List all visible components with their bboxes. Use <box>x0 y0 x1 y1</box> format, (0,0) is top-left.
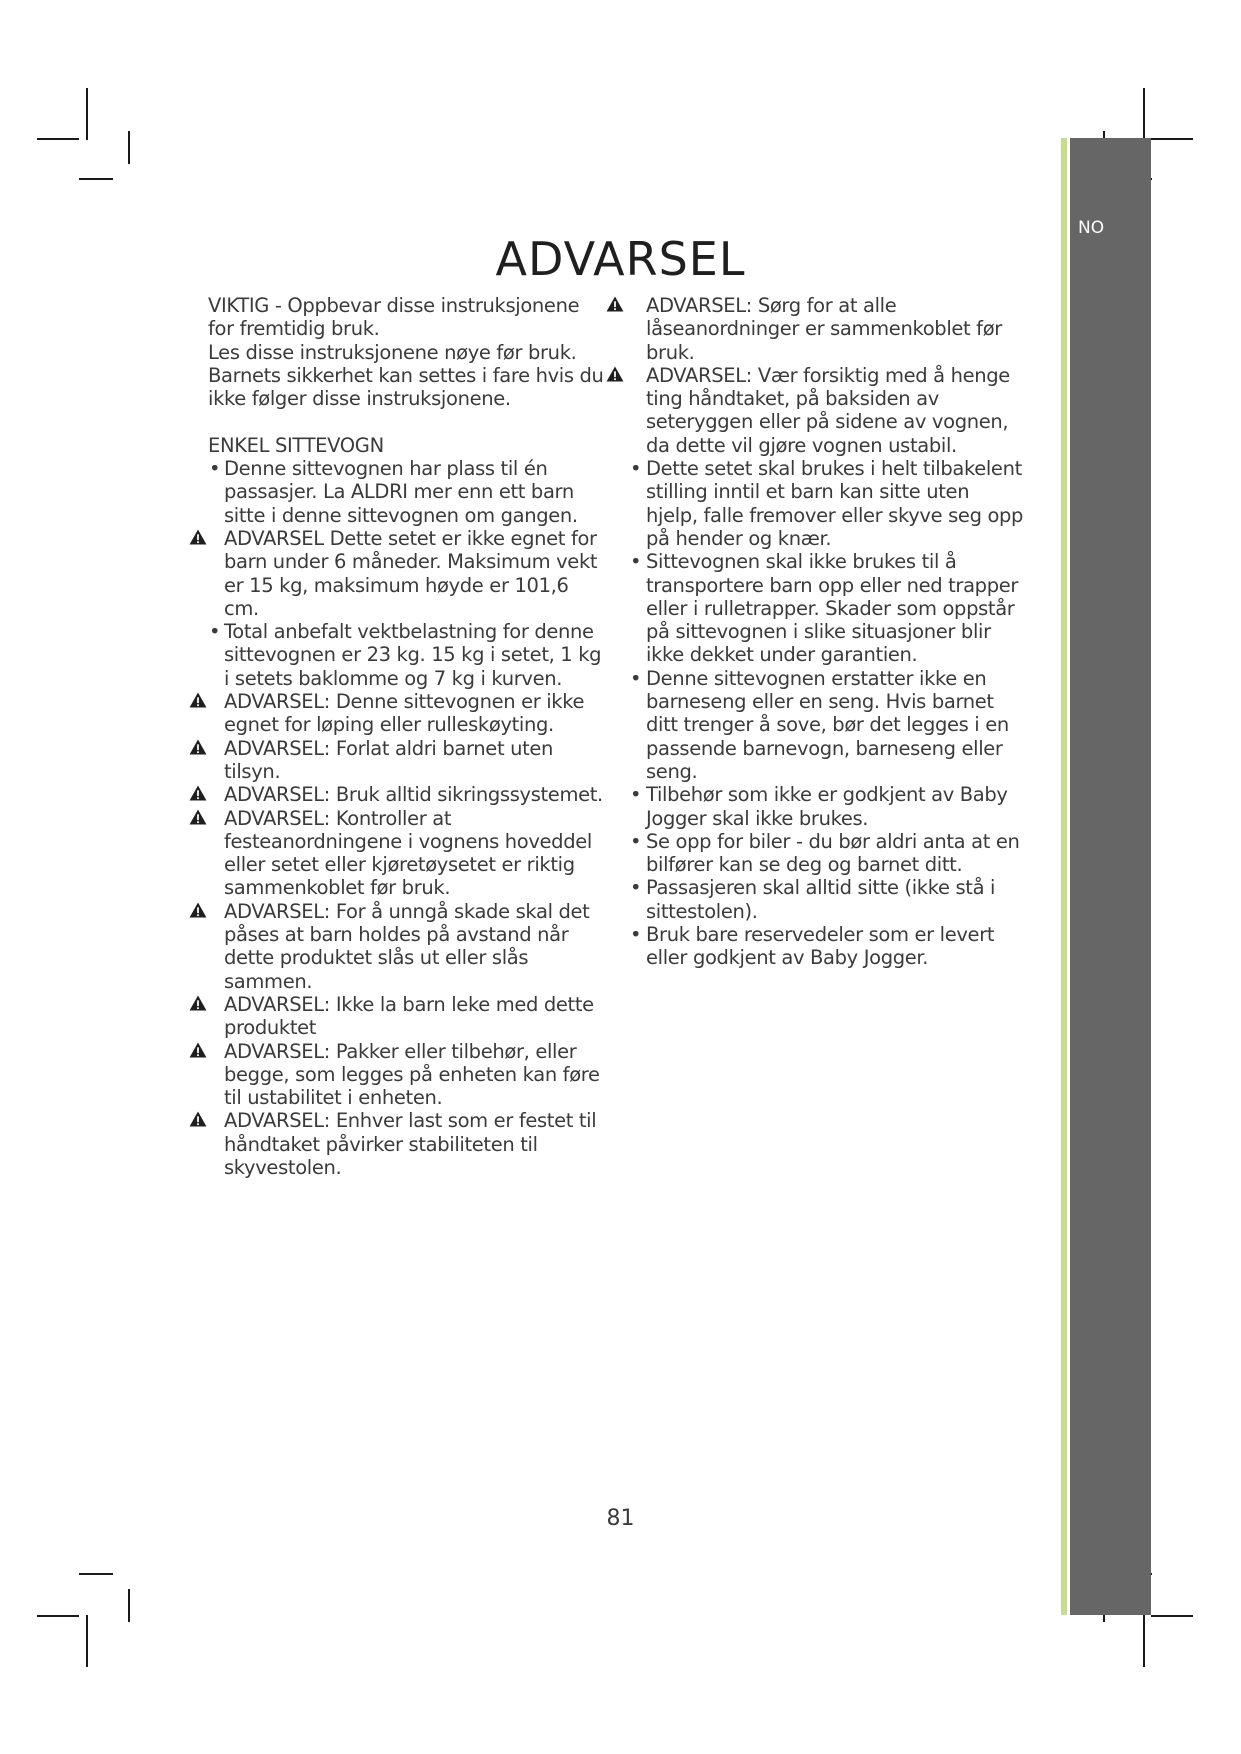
warning-item <box>208 737 608 784</box>
item-text: ADVARSEL: Pakker eller tilbehør, eller begge, som legges på enheten kan føre til ustabilitet i enheten. <box>224 1039 600 1110</box>
warning-item <box>208 993 608 1040</box>
crop-mark <box>37 138 79 140</box>
page-number: 81 <box>606 1506 635 1531</box>
warning-item <box>208 807 608 900</box>
page-title: ADVARSEL <box>495 232 746 286</box>
language-label: NO <box>1078 218 1105 238</box>
item-text: Se opp for biler - du bør aldri anta at en bilfører kan se deg og barnet ditt. <box>646 829 1020 877</box>
item-text: Passasjeren skal alltid sitte (ikke stå i sittestolen). <box>646 876 996 923</box>
crop-mark <box>79 1573 113 1575</box>
item-text: ADVARSEL: Vær forsiktig med å henge ting håndtaket, på baksiden av seteryggen eller på sidene av vognen, da dette vil gjøre vognen ustabil. <box>646 363 1010 457</box>
list-item <box>630 829 1026 877</box>
right-column <box>630 294 1026 970</box>
crop-mark <box>37 1615 79 1617</box>
side-language-tab <box>1070 138 1151 1615</box>
crop-mark <box>79 178 113 180</box>
item-text: Tilbehør som ikke er godkjent av Baby Jogger skal ikke brukes. <box>646 783 1008 830</box>
intro-paragraph: Barnets sikkerhet kan settes i fare hvis du ikke følger disse instruksjonene. <box>208 363 604 411</box>
warning-triangle-icon <box>189 785 207 801</box>
crop-mark <box>128 1589 130 1622</box>
list-item <box>630 550 1026 667</box>
item-text: ADVARSEL: Forlat aldri barnet uten tilsyn. <box>224 736 554 783</box>
item-text: ADVARSEL: For å unngå skade skal det påses at barn holdes på avstand når dette produktet slås ut eller slås sammen. <box>224 899 590 993</box>
warning-triangle-icon <box>189 1042 207 1058</box>
warning-item <box>208 783 608 806</box>
item-text: Dette setet skal brukes i helt tilbakelent stilling inntil et barn kan sitte uten hjelp, falle fremover eller skyve seg opp på hender og knær. <box>646 457 1024 550</box>
warning-item <box>208 1040 608 1110</box>
bullet-icon: • <box>630 550 642 574</box>
warning-triangle-icon <box>189 1111 207 1127</box>
warning-item <box>208 1109 608 1179</box>
list-item <box>630 666 1026 783</box>
side-tab-accent <box>1061 138 1067 1615</box>
list-item <box>208 457 608 527</box>
warning-item <box>646 294 1026 364</box>
bullet-icon: • <box>630 829 642 853</box>
bullet-icon: • <box>209 620 221 644</box>
crop-mark <box>86 88 88 140</box>
item-text: Total anbefalt vektbelastning for denne sittevognen er 23 kg. 15 kg i setet, 1 kg i setets baklomme og 7 kg i kurven. <box>224 620 602 690</box>
warning-triangle-icon <box>189 692 207 708</box>
list-item <box>630 923 1026 970</box>
crop-mark <box>128 131 130 164</box>
crop-mark <box>1151 1615 1193 1617</box>
item-text: ADVARSEL: Denne sittevognen er ikke egnet for løping eller rulleskøyting. <box>224 690 585 737</box>
intro-paragraph: Les disse instruksjonene nøye før bruk. <box>208 340 577 364</box>
item-text: Bruk bare reservedeler som er levert eller godkjent av Baby Jogger. <box>646 923 995 970</box>
warning-item <box>208 900 608 993</box>
crop-mark <box>1143 88 1145 140</box>
warning-triangle-icon <box>189 529 207 545</box>
list-item <box>630 783 1026 830</box>
item-text: ADVARSEL: Sørg for at alle låseanordninger er sammenkoblet før bruk. <box>646 294 1002 364</box>
warning-item <box>646 364 1026 457</box>
warning-triangle-icon <box>189 995 207 1011</box>
crop-mark <box>86 1615 88 1667</box>
warning-triangle-icon <box>189 809 207 825</box>
bullet-icon: • <box>209 457 221 481</box>
warning-triangle-icon <box>189 902 207 918</box>
bullet-icon: • <box>630 923 642 947</box>
item-text: ADVARSEL Dette setet er ikke egnet for barn under 6 måneder. Maksimum vekt er 15 kg, maksimum høyde er 101,6 cm. <box>224 526 598 620</box>
item-text: Sittevognen skal ikke brukes til å transportere barn opp eller ned trapper eller i rulletrapper. Skader som oppstår på sittevognen i slike situasjoner blir ikke dekket under garantien. <box>646 550 1019 667</box>
warning-triangle-icon <box>606 296 624 312</box>
warning-triangle-icon <box>606 366 624 382</box>
bullet-icon: • <box>630 876 642 900</box>
intro-paragraph: VIKTIG - Oppbevar disse instruksjonene for fremtidig bruk. <box>208 294 580 341</box>
bullet-icon: • <box>630 783 642 807</box>
item-text: ADVARSEL: Bruk alltid sikringssystemet. <box>224 783 603 807</box>
crop-mark <box>1143 1615 1145 1667</box>
section-heading: ENKEL SITTEVOGN <box>208 433 384 457</box>
item-text: Denne sittevognen erstatter ikke en barneseng eller en seng. Hvis barnet ditt trenger å sove, bør det legges i en passende barnevogn, barneseng eller seng. <box>646 666 1009 783</box>
list-item <box>630 876 1026 923</box>
item-text: ADVARSEL: Enhver last som er festet til håndtaket påvirker stabiliteten til skyvestolen. <box>224 1109 597 1179</box>
bullet-icon: • <box>630 457 642 481</box>
bullet-icon: • <box>630 666 642 690</box>
item-text: ADVARSEL: Ikke la barn leke med dette produktet <box>224 992 594 1040</box>
item-text: ADVARSEL: Kontroller at festeanordningene i vognens hoveddel eller setet eller kjøretøysetet er riktig sammenkoblet før bruk. <box>224 806 592 900</box>
warning-triangle-icon <box>189 739 207 755</box>
item-text: Denne sittevognen har plass til én passasjer. La ALDRI mer enn ett barn sitte i denne sittevognen om gangen. <box>224 457 578 527</box>
left-column <box>208 294 608 1179</box>
crop-mark <box>1151 138 1193 140</box>
warning-item <box>208 690 608 737</box>
list-item <box>208 620 608 690</box>
warning-item <box>208 527 608 620</box>
list-item <box>630 457 1026 550</box>
